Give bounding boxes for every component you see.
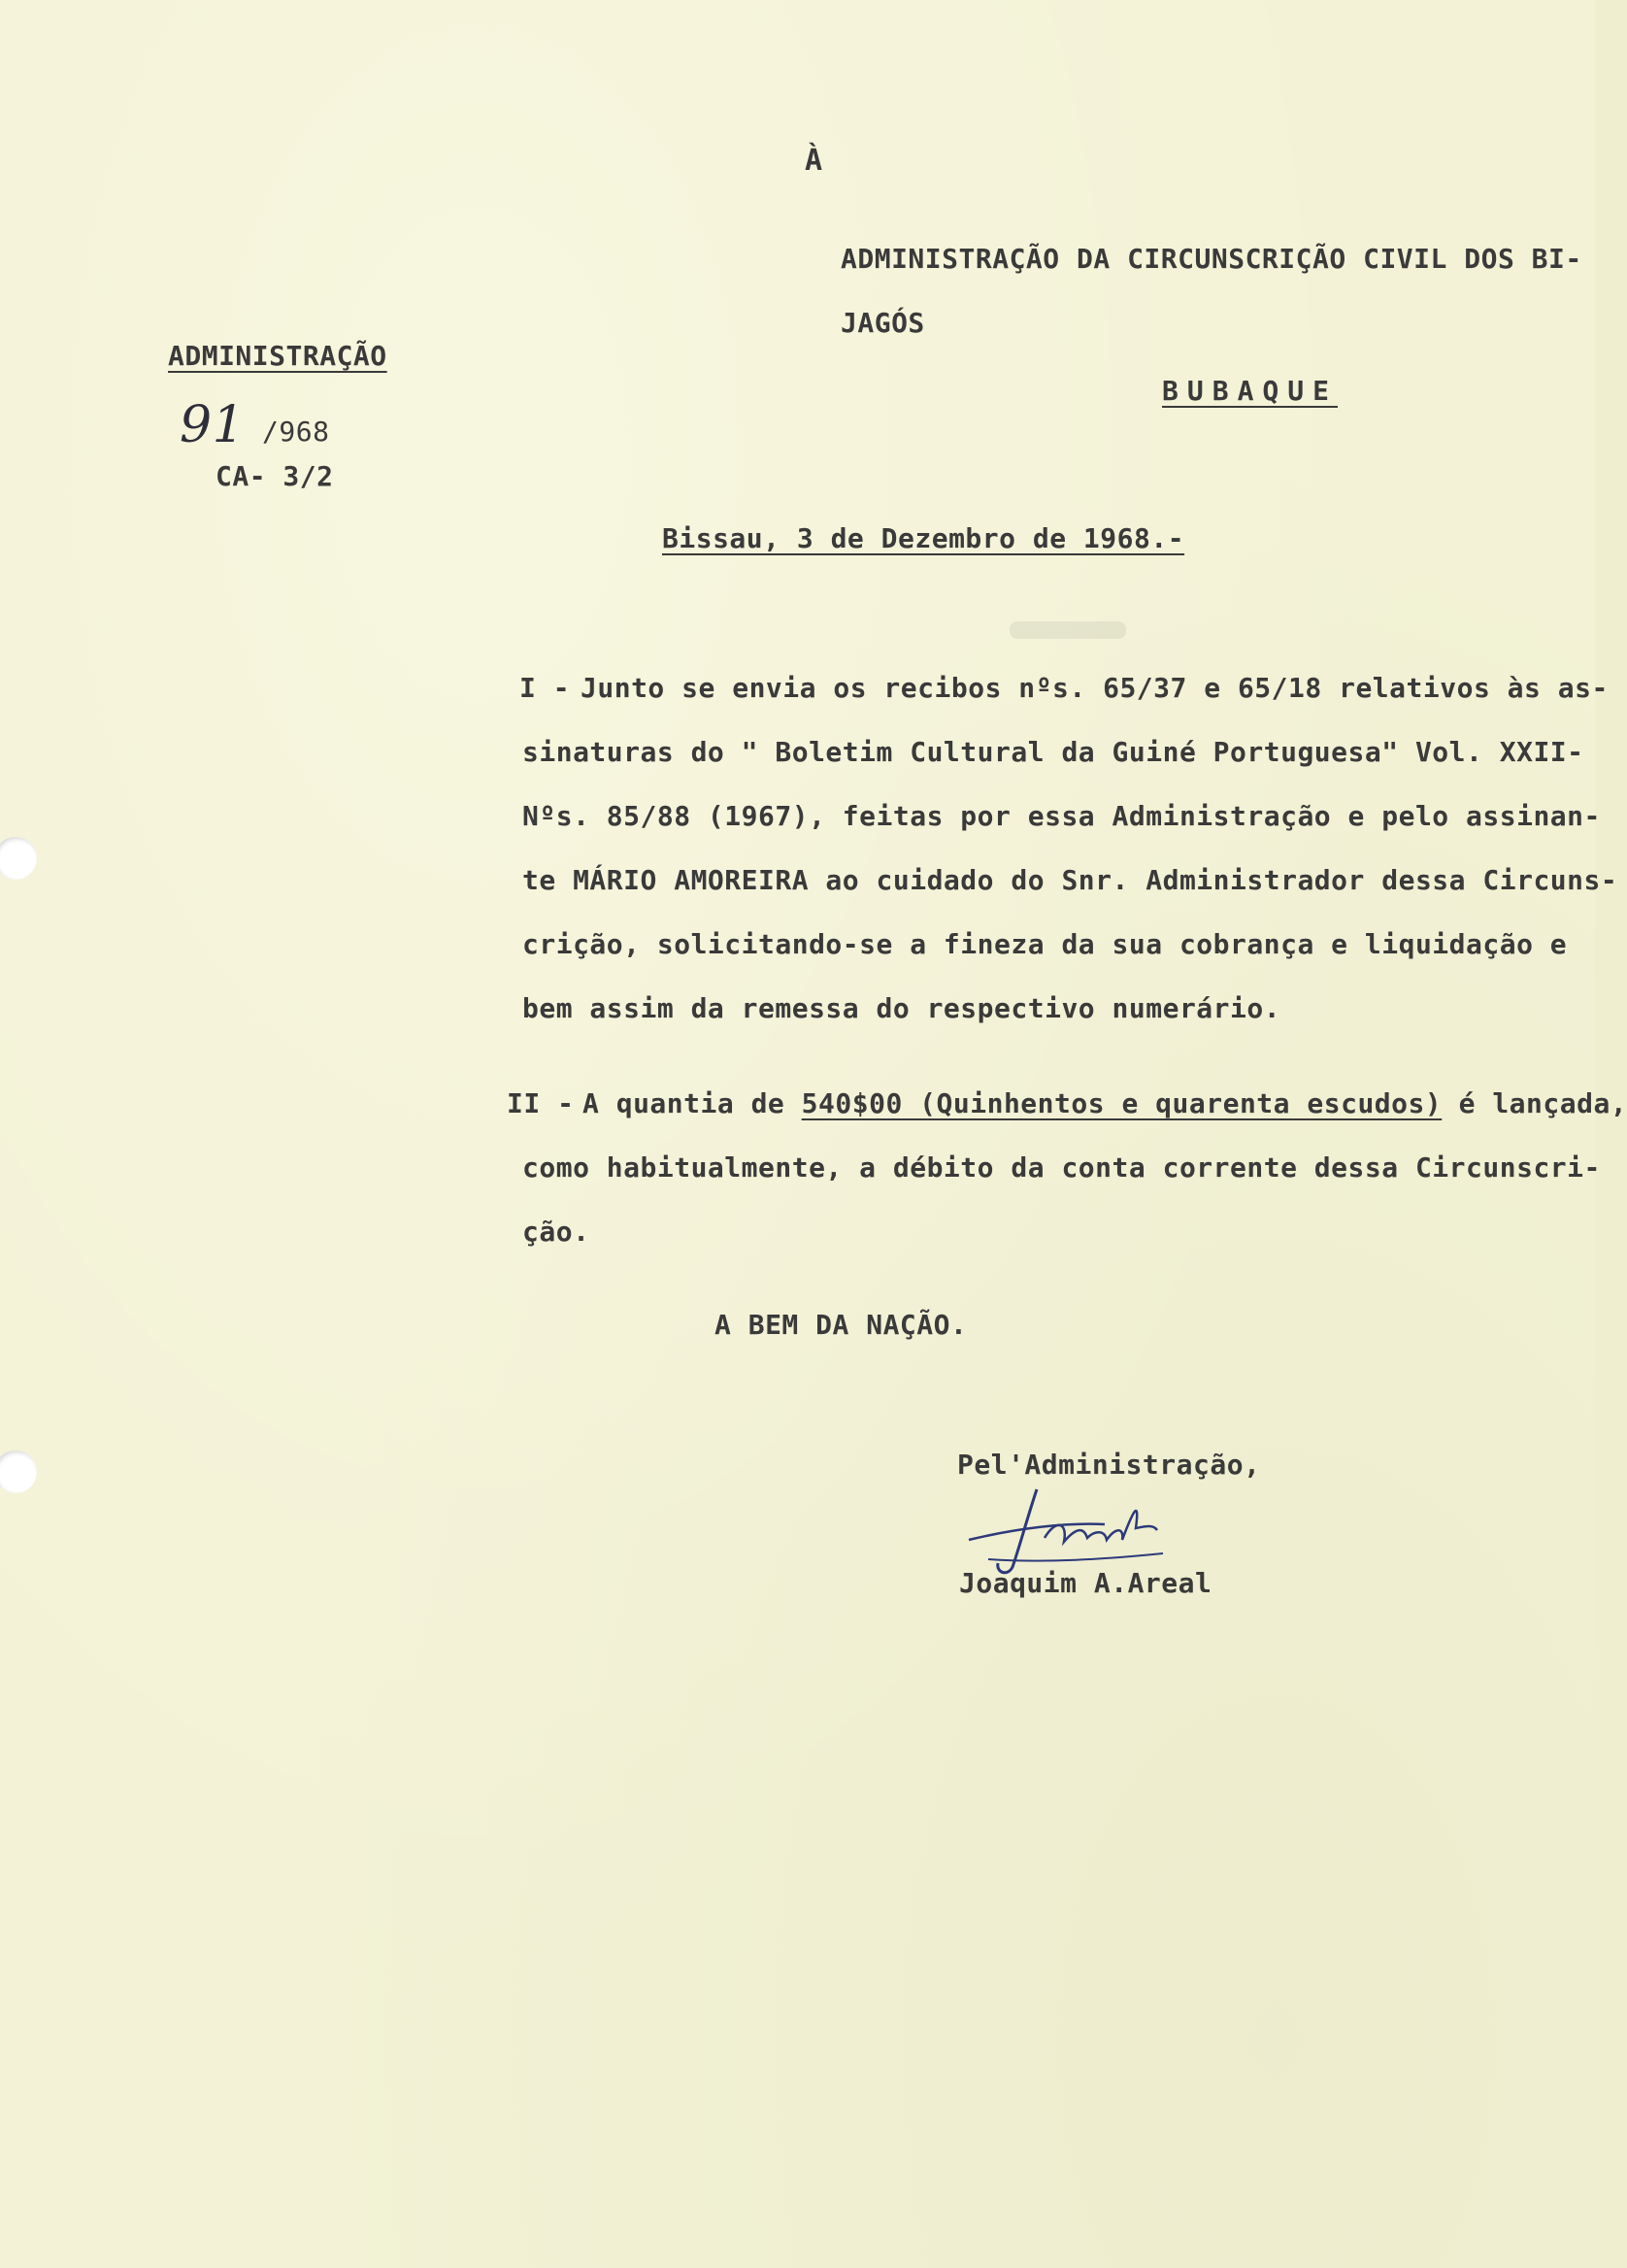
paragraph-2-rest: é lançada, [1458, 1087, 1627, 1119]
paragraph-1 [519, 656, 1618, 1041]
closing-salutation: A BEM DA NAÇÃO. [714, 1309, 968, 1341]
recipient-name-line2: JAGÓS [841, 307, 925, 339]
paragraph-2 [507, 1072, 1627, 1264]
paragraph-2-number: II - [507, 1087, 575, 1119]
punch-hole-bottom [0, 1451, 37, 1493]
paragraph-2-first-line [522, 1072, 1627, 1136]
paragraph-2-intro: A quantia de [582, 1087, 785, 1119]
paragraph-2-line: ção. [522, 1216, 590, 1248]
reference-number-handwritten: 91 [180, 396, 246, 454]
amount-text: 540$00 (Quinhentos e quarenta escudos) [801, 1087, 1443, 1119]
reference-year: /968 [262, 416, 330, 448]
paragraph-2-line: como habitualmente, a débito da conta corrente dessa Circunscri- [522, 1151, 1601, 1184]
paragraph-1-line: Junto se envia os recibos nºs. 65/37 e 65/18 relativos às as- [581, 672, 1609, 704]
reference-code: CA- 3/2 [216, 460, 334, 492]
paragraph-1-line: bem assim da remessa do respectivo numerário. [522, 992, 1281, 1024]
signer-name: Joaquim A.Areal [959, 1567, 1212, 1599]
paragraph-1-line: crição, solicitando-se a fineza da sua cobrança e liquidação e [522, 928, 1568, 960]
punch-hole-top [0, 837, 37, 880]
paragraph-1-line: sinaturas do " Boletim Cultural da Guiné Portuguesa" Vol. XXII- [522, 736, 1584, 768]
paragraph-1-line: Nºs. 85/88 (1967), feitas por essa Administração e pelo assinan- [522, 800, 1601, 832]
signature-on-behalf: Pel'Administração, [957, 1449, 1261, 1481]
paragraph-1-number: I - [519, 672, 571, 704]
recipient-name-line1: ADMINISTRAÇÃO DA CIRCUNSCRIÇÃO CIVIL DOS BI- [841, 243, 1582, 275]
reference-label: ADMINISTRAÇÃO [168, 340, 387, 372]
recipient-city: BUBAQUE [1162, 375, 1339, 407]
date-line: Bissau, 3 de Dezembro de 1968.- [662, 522, 1185, 554]
paragraph-1-line: te MÁRIO AMOREIRA ao cuidado do Snr. Administrador dessa Circuns- [522, 864, 1618, 896]
recipient-prefix: À [805, 144, 823, 178]
faint-smudge [1010, 621, 1126, 639]
